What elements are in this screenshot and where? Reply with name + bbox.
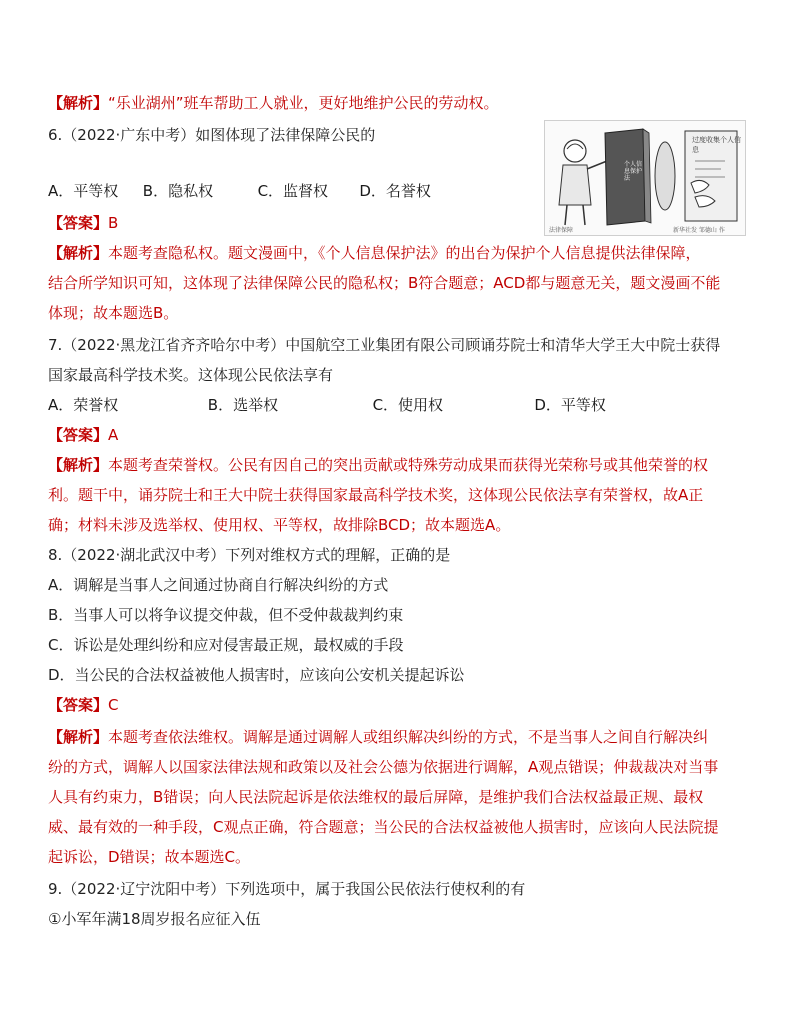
answer-tag: 【答案】 xyxy=(48,214,109,232)
analysis-6-line1 xyxy=(48,242,701,264)
analysis-tag: 【解析】 xyxy=(48,728,109,746)
analysis-8-line2: 纷的方式，调解人以国家法律法规和政策以及社会公德为依据进行调解，A观点错误；仲裁裁决对当事 xyxy=(48,758,719,776)
analysis-tag: 【解析】 xyxy=(48,244,109,262)
answer-7 xyxy=(48,424,118,446)
answer-value: A xyxy=(108,426,119,444)
option-d: D．平等权 xyxy=(534,396,606,414)
option-b: B．选举权 xyxy=(207,396,279,414)
answer-value: C xyxy=(108,696,119,714)
document-label: 过度收集个人信息 xyxy=(692,136,741,154)
question-6-options xyxy=(48,180,431,202)
option-a: A．荣誉权 xyxy=(48,396,119,414)
question-8-option-b: B．当事人可以将争议提交仲裁，但不受仲裁裁判约束 xyxy=(48,606,404,624)
book-label: 个人信息保护法 xyxy=(624,161,643,182)
answer-tag: 【答案】 xyxy=(48,426,109,444)
analysis-text: “乐业湖州”班车帮助工人就业，更好地维护公民的劳动权。 xyxy=(108,94,499,112)
answer-6 xyxy=(48,212,118,234)
question-7-line1: 7.（2022·黑龙江省齐齐哈尔中考）中国航空工业集团有限公司顾诵芬院士和清华大学王大中院士获得 xyxy=(48,336,721,354)
analysis-8-line5: 起诉讼，D错误；故本题选C。 xyxy=(48,848,251,866)
option-b: B．隐私权 xyxy=(142,182,214,200)
question-9-item-1: ①小军年满18周岁报名应征入伍 xyxy=(48,910,261,928)
analysis-8-line4: 威、最有效的一种手段，C观点正确，符合题意；当公民的合法权益被他人损害时，应该向人民法院提 xyxy=(48,818,719,836)
caption-left: 法律保障 xyxy=(549,227,574,234)
analysis-6-line2: 结合所学知识可知，这体现了法律保障公民的隐私权；B符合题意；ACD都与题意无关，题文漫画不能 xyxy=(48,274,721,292)
analysis-text: 本题考查荣誉权。公民有因自己的突出贡献或特殊劳动成果而获得光荣称号或其他荣誉的权 xyxy=(108,456,709,474)
answer-8 xyxy=(48,694,119,716)
question-8: 8.（2022·湖北武汉中考）下列对维权方式的理解，正确的是 xyxy=(48,546,451,564)
option-a: A．平等权 xyxy=(48,182,119,200)
answer-tag: 【答案】 xyxy=(48,696,109,714)
analysis-tag: 【解析】 xyxy=(48,456,109,474)
analysis-7-line2: 利。题干中，诵芬院士和王大中院士获得国家最高科学技术奖，这体现公民依法享有荣誉权，故A正 xyxy=(48,486,704,504)
question-7-line2: 国家最高科学技术奖。这体现公民依法享有 xyxy=(48,366,334,384)
analysis-7-line1 xyxy=(48,454,708,476)
question-6: 6.（2022·广东中考）如图体现了法律保障公民的 xyxy=(48,126,376,144)
analysis-text: 本题考查隐私权。题文漫画中，《个人信息保护法》的出台为保护个人信息提供法律保障， xyxy=(108,244,701,262)
answer-value: B xyxy=(108,214,119,232)
analysis-6-line3: 体现；故本题选B。 xyxy=(48,304,179,322)
question-8-option-a: A．调解是当事人之间通过协商自行解决纠纷的方式 xyxy=(48,576,389,594)
analysis-7-line3: 确；材料未涉及选举权、使用权、平等权，故排除BCD；故本题选A。 xyxy=(48,516,511,534)
privacy-law-cartoon xyxy=(544,120,746,236)
question-7-options xyxy=(48,394,606,416)
caption-right: 新华社发 邹德山 作 xyxy=(673,227,725,234)
question-8-option-d: D．当公民的合法权益被他人损害时，应该向公安机关提起诉讼 xyxy=(48,666,465,684)
option-c: C．监督权 xyxy=(257,182,329,200)
question-8-option-c: C．诉讼是处理纠纷和应对侵害最正规，最权威的手段 xyxy=(48,636,404,654)
analysis-text: 本题考查依法维权。调解是通过调解人或组织解决纠纷的方式，不是当事人之间自行解决纠 xyxy=(108,728,709,746)
analysis-8-line1 xyxy=(48,726,708,748)
option-c: C．使用权 xyxy=(372,396,444,414)
analysis-tag: 【解析】 xyxy=(48,94,109,112)
question-9: 9.（2022·辽宁沈阳中考）下列选项中，属于我国公民依法行使权利的有 xyxy=(48,880,526,898)
analysis-8-line3: 人具有约束力，B错误；向人民法院起诉是依法维权的最后屏障，是维护我们合法权益最正规、最权 xyxy=(48,788,704,806)
analysis-line-prev xyxy=(48,92,499,114)
option-d: D．名誉权 xyxy=(359,182,431,200)
